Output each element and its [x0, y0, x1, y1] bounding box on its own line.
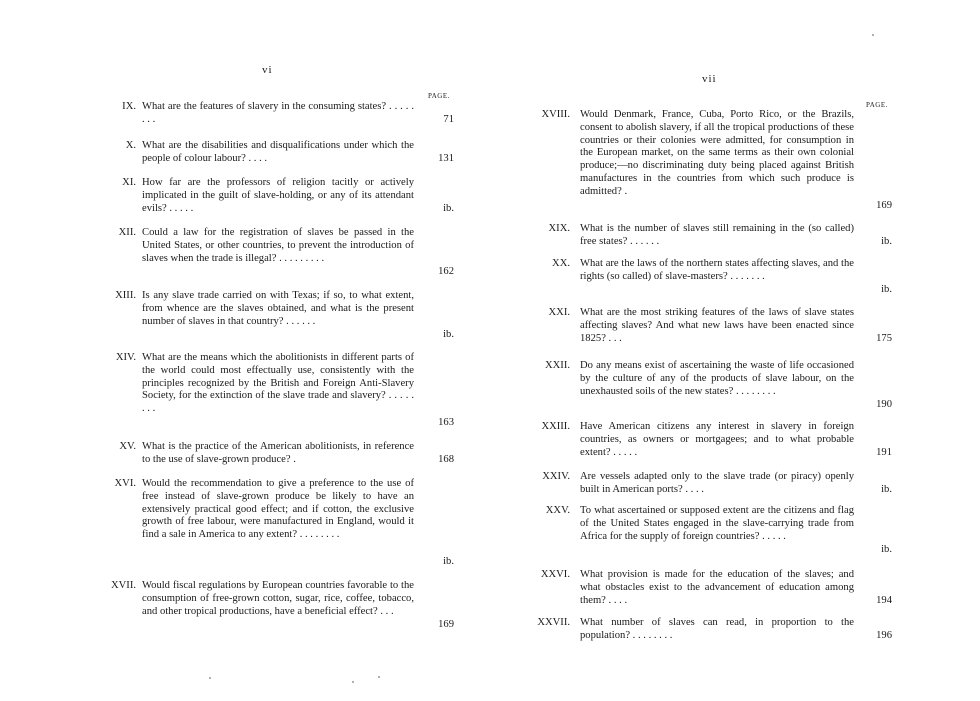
- right-page-column-header: PAGE.: [866, 101, 888, 109]
- right-entry-24: [522, 471, 892, 497]
- entry-page: 194: [876, 595, 892, 606]
- entry-question: Do any means exist of ascertaining the waste of life occasioned by the culture of any of the products of slave labour, on the unexhausted soils of the new states? . . . . . . . .: [580, 360, 854, 397]
- entry-page: ib.: [881, 236, 892, 247]
- entry-question: Have American citizens any interest in slavery in foreign countries, as owners or mortgagees; and to what probable extent? . . . . .: [580, 421, 854, 458]
- entry-page: 169: [876, 200, 892, 211]
- entry-number: X.: [125, 140, 136, 151]
- entry-page: 175: [876, 333, 892, 344]
- right-entry-20: [522, 258, 892, 297]
- entry-number: XIII.: [115, 290, 136, 301]
- entry-number: XVIII.: [541, 109, 570, 120]
- entry-number: XVI.: [114, 478, 136, 489]
- right-entry-19: [522, 223, 892, 249]
- entry-page: 169: [438, 619, 454, 630]
- entry-number: XXV.: [545, 505, 570, 516]
- dot-leader: . . . .: [685, 483, 704, 495]
- entry-question: What are the means which the abolitionists in different parts of the world could most effectually use, consistently with the principles recognized by the British and Foreign Anti-Slavery Society, for the extinction of the slave trade and slavery? . . . . . . . .: [142, 352, 415, 415]
- entry-number: IX.: [122, 101, 136, 112]
- entry-page: ib.: [443, 556, 454, 567]
- entry-question: What are the features of slavery in the consuming states? . . . . . . . .: [142, 101, 414, 125]
- entry-question: Would the recommendation to give a preference to the use of free instead of slave-grown produce be likely to have an extensively practical good effect; and if cotton, the exclusive growth of free labour, were manufactured in England, would it find a sale in America to any extent? . . . . . . . .: [142, 478, 414, 541]
- entry-question: What number of slaves can read, in proportion to the population? . . . . . . . .: [580, 617, 854, 641]
- entry-page: 191: [876, 447, 892, 458]
- dot-leader: . . . . . . . .: [632, 629, 673, 641]
- dot-leader: . . . . .: [169, 202, 194, 214]
- entry-number: XXVII.: [537, 617, 570, 628]
- dot-leader: . . . .: [608, 594, 628, 606]
- dot-leader: . . .: [608, 332, 622, 344]
- entry-number: XIV.: [115, 352, 136, 363]
- right-entry-25: [522, 505, 892, 557]
- left-entry-9: [96, 101, 454, 127]
- entry-number: XX.: [552, 258, 570, 269]
- entry-question: Could a law for the registration of slaves be passed in the United States, or other countries, to prevent the introduction of slaves when the trade is illegal? . . . . . . . . .: [142, 227, 414, 264]
- dot-leader: . . . . . . . .: [299, 529, 340, 541]
- entry-number: XVII.: [110, 580, 136, 591]
- entry-question: How far are the professors of religion tacitly or actively implicated in the guilt of slave-holding, or any of its attendant evils? . . . . .: [142, 177, 414, 214]
- entry-question: What is the number of slaves still remaining in the (so called) free states? . . . . . .: [580, 223, 854, 247]
- entry-question: Would fiscal regulations by European countries favorable to the consumption of free-grown cotton, sugar, rice, coffee, tobacco, and other tropical productions, have a beneficial effect? . . .: [142, 580, 414, 617]
- dot-leader: . . . . . . . .: [142, 390, 415, 415]
- entry-number: XXVI.: [540, 569, 570, 580]
- left-entry-15: [96, 441, 454, 467]
- dot-leader: . . . . . . . .: [735, 385, 776, 397]
- entry-page: 196: [876, 630, 892, 641]
- entry-question: What is the practice of the American abolitionists, in reference to the use of slave-grown produce? .: [142, 441, 414, 465]
- entry-page: 168: [438, 454, 454, 465]
- entry-page: 190: [876, 399, 892, 410]
- right-entry-23: [522, 421, 892, 460]
- scan-speck: [378, 676, 380, 678]
- entry-page: ib.: [881, 484, 892, 495]
- dot-leader: .: [293, 453, 296, 465]
- entry-question: What are the disabilities and disqualifications under which the people of colour labour? . . . .: [142, 140, 414, 164]
- entry-page: 131: [438, 153, 454, 164]
- entry-number: XV.: [119, 441, 136, 452]
- entry-number: XIX.: [548, 223, 570, 234]
- right-entry-27: [522, 617, 892, 643]
- entry-question: Are vessels adapted only to the slave trade (or piracy) openly built in American ports? . . . .: [580, 471, 854, 495]
- right-entry-22: [522, 360, 892, 412]
- dot-leader: . . . . .: [762, 530, 786, 542]
- entry-page: 162: [438, 266, 454, 277]
- entry-page: ib.: [443, 203, 454, 214]
- left-entry-12: [96, 227, 454, 279]
- entry-number: XXI.: [548, 307, 570, 318]
- entry-number: XXIV.: [542, 471, 570, 482]
- right-entry-26: [522, 569, 892, 608]
- entry-question: Is any slave trade carried on with Texas; if so, to what extent, from whence are the slaves obtained, and what is the present number of slaves in that country? . . . . . .: [142, 290, 414, 327]
- left-page-number: vi: [262, 64, 273, 76]
- right-entry-21: [522, 307, 892, 346]
- entry-page: ib.: [881, 544, 892, 555]
- entry-page: 71: [443, 114, 454, 125]
- entry-number: XXIII.: [541, 421, 570, 432]
- entry-question: What are the laws of the northern states affecting slaves, and the rights (so called) of slave-masters? . . . . . . .: [580, 258, 854, 282]
- dot-leader: . . . . . .: [286, 315, 316, 327]
- entry-number: XI.: [122, 177, 136, 188]
- left-entry-16: [96, 478, 454, 569]
- entry-page: ib.: [881, 284, 892, 295]
- entry-question: What provision is made for the education of the slaves; and what obstacles exist to the advancement of education among them? . . . .: [580, 569, 854, 606]
- left-entry-10: [96, 140, 454, 166]
- dot-leader: . . . . . . . . .: [279, 252, 325, 264]
- dot-leader: . . . . . . .: [730, 270, 765, 282]
- scan-speck: [872, 34, 874, 36]
- entry-question: What are the most striking features of the laws of slave states affecting slaves? And what new laws have been enacted since 1825? . . .: [580, 307, 854, 344]
- entry-page: 163: [438, 417, 454, 428]
- dot-leader: . . .: [380, 605, 394, 617]
- right-entry-18: [522, 109, 892, 213]
- dot-leader: .: [624, 185, 628, 197]
- entry-question: To what ascertained or supposed extent are the citizens and flag of the United States engaged in the slave-carrying trade from Africa for the supply of foreign countries? . . . . .: [580, 505, 854, 542]
- dot-leader: . . . . . . . .: [142, 101, 414, 125]
- dot-leader: . . . . . .: [630, 235, 660, 247]
- entry-number: XXII.: [544, 360, 570, 371]
- left-entry-11: [96, 177, 454, 216]
- entry-number: XII.: [118, 227, 136, 238]
- scan-speck: [209, 677, 211, 679]
- dot-leader: . . . . .: [613, 446, 638, 458]
- entry-page: ib.: [443, 329, 454, 340]
- right-page-number: vii: [702, 73, 717, 85]
- scan-speck: [352, 681, 354, 683]
- left-entry-13: [96, 290, 454, 342]
- left-page-column-header: PAGE.: [428, 92, 450, 100]
- dot-leader: . . . .: [248, 152, 268, 164]
- left-entry-14: [96, 352, 454, 430]
- left-entry-17: [96, 580, 454, 632]
- entry-question: Would Denmark, France, Cuba, Porto Rico, or the Brazils, consent to abolish slavery, if all the tropical productions of these countries or their colonies were admitted, for consumption in the European market, on the same terms as their own colonial produce;—no discriminating duty being placed against British manufactures in the countries from which such produce is admitted? .: [580, 109, 854, 197]
